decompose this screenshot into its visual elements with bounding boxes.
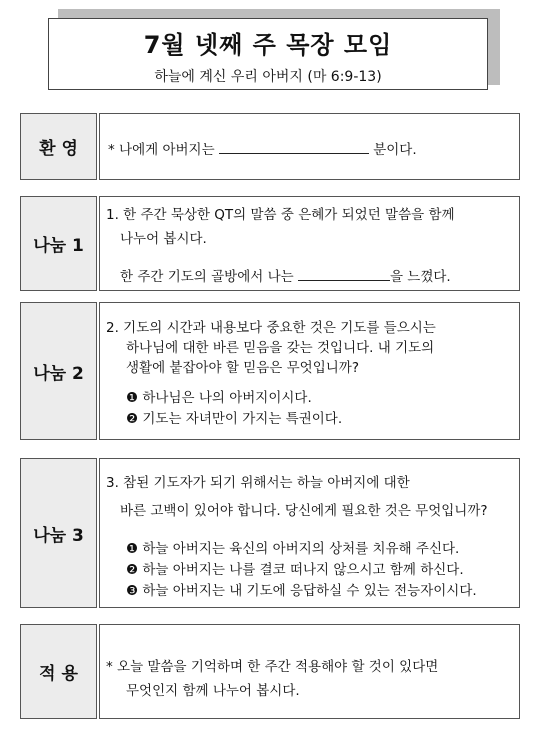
section-label-share-1: 나눔 1 [20, 196, 97, 291]
share-2-answer-2: ❷ 기도는 자녀만이 가지는 특권이다. [126, 411, 343, 427]
share-3-question: 3. 참된 기도자가 되기 위해서는 하늘 아버지에 대한 [106, 475, 410, 491]
welcome-fill-blank[interactable] [219, 153, 369, 154]
apply-line-2: 무엇인지 함께 나누어 봅시다. [126, 683, 300, 699]
share-3-answer-3: ❸ 하늘 아버지는 내 기도에 응답하실 수 있는 전능자이시다. [126, 583, 477, 599]
section-label-share-2: 나눔 2 [20, 302, 97, 440]
section-content-welcome [99, 113, 520, 180]
share-1-prefix: 한 주간 기도의 골방에서 나는 [120, 269, 298, 285]
share-3-question-cont: 바른 고백이 있어야 합니다. 당신에게 필요한 것은 무엇입니까? [120, 503, 488, 519]
section-content-share-3 [99, 458, 520, 608]
share-1-fill-blank[interactable] [298, 280, 390, 281]
section-label-welcome: 환 영 [20, 113, 97, 180]
share-1-suffix: 을 느꼈다. [389, 269, 451, 285]
welcome-prefix: * 나에게 아버지는 [108, 142, 219, 158]
share-2-question-cont-1: 하나님에 대한 바른 믿음을 갖는 것입니다. 내 기도의 [126, 340, 435, 356]
share-2-answer-1: ❶ 하나님은 나의 아버지이시다. [126, 390, 312, 406]
page-subtitle: 하늘에 계신 우리 아버지 (마 6:9-13) [154, 69, 382, 85]
share-2-question-cont-2: 생활에 붙잡아야 할 믿음은 무엇입니까? [126, 360, 359, 376]
share-1-question: 1. 한 주간 묵상한 QT의 말씀 중 은혜가 되었던 말씀을 함께 [106, 207, 455, 223]
page-title: 7월 넷째 주 목장 모임 [143, 31, 393, 59]
apply-line-1: * 오늘 말씀을 기억하며 한 주간 적용해야 할 것이 있다면 [106, 659, 439, 675]
welcome-line [108, 138, 417, 158]
section-content-share-2 [99, 302, 520, 440]
share-1-question-cont: 나누어 봅시다. [120, 231, 207, 247]
section-content-share-1 [99, 196, 520, 291]
header-box [48, 18, 488, 90]
section-content-apply [99, 624, 520, 719]
share-1-fill-line [120, 265, 451, 285]
share-2-question: 2. 기도의 시간과 내용보다 중요한 것은 기도를 들으시는 [106, 320, 436, 336]
section-label-apply: 적 용 [20, 624, 97, 719]
welcome-suffix: 분이다. [368, 142, 417, 158]
section-label-share-3: 나눔 3 [20, 458, 97, 608]
share-3-answer-2: ❷ 하늘 아버지는 나를 결코 떠나지 않으시고 함께 하신다. [126, 562, 464, 578]
share-3-answer-1: ❶ 하늘 아버지는 육신의 아버지의 상처를 치유해 주신다. [126, 541, 460, 557]
